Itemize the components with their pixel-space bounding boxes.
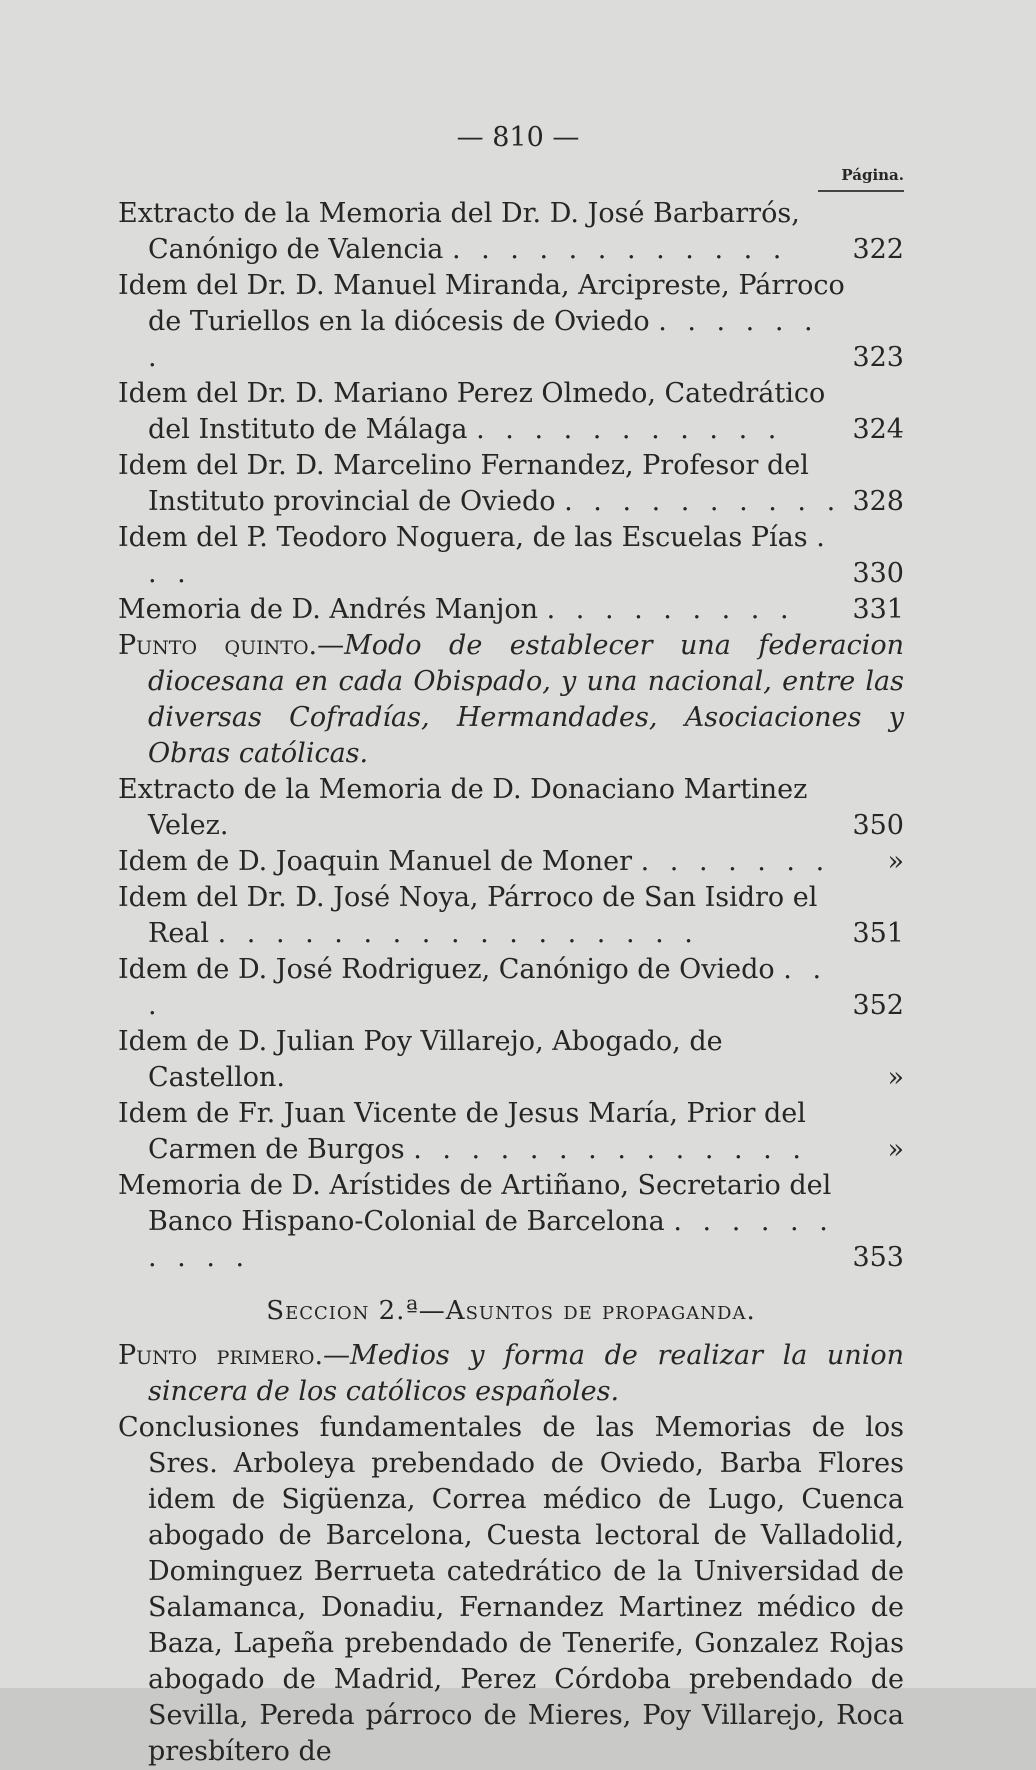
entry-body	[118, 448, 846, 520]
punto-primero-title: —Medios y forma de realizar la union sincera de los católicos españoles.	[148, 1340, 904, 1407]
entry-page: 328	[852, 486, 904, 517]
index-entry	[118, 1096, 904, 1168]
entry-leader: . . .	[148, 522, 831, 589]
pagina-column-label: Página.	[841, 166, 904, 184]
entry-body	[118, 1096, 846, 1168]
index-entry	[118, 376, 904, 448]
index-entries	[118, 196, 904, 1770]
entry-leader: . . . . . . . . . . . . . .	[413, 1134, 807, 1165]
entries-part-1	[118, 196, 904, 628]
entry-leader: . . . . . . .	[148, 306, 819, 373]
page-number: — 810 —	[456, 122, 580, 153]
entry-leader: . . . . . . . . . . . .	[451, 234, 788, 265]
entry-page: »	[887, 1062, 904, 1093]
entry-leader: . . . . . . . . . . . . . . . . .	[217, 918, 699, 949]
entry-page: 323	[852, 342, 904, 373]
entry-body	[118, 772, 846, 844]
entries-part-2	[118, 772, 904, 1276]
entry-text: Idem de D. Joaquin Manuel de Moner	[118, 846, 633, 877]
entry-page: 324	[852, 414, 904, 445]
entry-leader: . . . . . . . . . .	[564, 486, 842, 517]
entry-body	[118, 592, 846, 628]
entry-page: 330	[852, 558, 904, 589]
entry-text: Idem del P. Teodoro Noguera, de las Escuelas Pías	[118, 522, 808, 553]
index-entry	[118, 448, 904, 520]
entry-page: 352	[852, 990, 904, 1021]
punto-primero-heading	[118, 1338, 904, 1410]
entry-body	[118, 268, 846, 376]
index-entry	[118, 196, 904, 268]
entry-leader: . . . . . . . . .	[546, 594, 795, 625]
index-entry	[118, 268, 904, 376]
entry-page: 351	[852, 918, 904, 949]
entry-text: Memoria de D. Andrés Manjon	[118, 594, 539, 625]
entry-page: 331	[852, 594, 904, 625]
entry-text: Extracto de la Memoria de D. Donaciano Martinez Velez.	[118, 774, 808, 841]
punto-quinto-label: Punto quinto.	[118, 630, 318, 661]
entry-text: Idem del Dr. D. Manuel Miranda, Arcipreste, Párroco de Turiellos en la diócesis de Oviedo	[118, 270, 845, 337]
entry-page: 353	[852, 1242, 904, 1273]
entry-body	[118, 1024, 846, 1096]
index-entry	[118, 952, 904, 1024]
entry-body	[118, 1168, 846, 1276]
entry-leader: . . . . . . . . . . .	[476, 414, 783, 445]
punto-quinto-heading	[118, 628, 904, 772]
index-entry	[118, 772, 904, 844]
index-entry	[118, 1024, 904, 1096]
entry-body	[118, 376, 846, 448]
punto-quinto-title: —Modo de establecer una federacion diocesana en cada Obispado, y una nacional, entre las diversas Cofradías, Hermandades, Asociaciones y Obras católicas.	[148, 630, 904, 769]
entry-text: Idem del Dr. D. Mariano Perez Olmedo, Catedrático del Instituto de Málaga	[118, 378, 826, 445]
entry-body	[118, 952, 846, 1024]
entry-text: Memoria de D. Arístides de Artiñano, Secretario del Banco Hispano-Colonial de Barcelona	[118, 1170, 832, 1237]
entry-leader: . . .	[148, 954, 828, 1021]
entry-body	[118, 520, 846, 592]
section-2-title: Seccion 2.ª—Asuntos de propaganda.	[266, 1296, 756, 1326]
conclusiones-paragraph: Conclusiones fundamentales de las Memorias de los Sres. Arboleya prebendado de Oviedo, Barba Flores idem de Sigüenza, Correa médico de Lugo, Cuenca abogado de Barcelona, Cuesta lectoral de Valladolid, Dominguez Berrueta catedrático de la Universidad de Salamanca, Donadiu, Fernandez Martinez médico de Baza, Lapeña prebendado de Tenerife, Gonzalez Rojas abogado de Madrid, Perez Córdoba prebendado de Sevilla, Pereda párroco de Mieres, Poy Villarejo, Roca presbítero de	[118, 1412, 904, 1767]
pagina-rule	[818, 190, 904, 192]
entry-text: Idem de D. Julian Poy Villarejo, Abogado, de Castellon.	[118, 1026, 723, 1093]
punto-primero-label: Punto primero.	[118, 1340, 324, 1371]
entry-page: 350	[852, 810, 904, 841]
entry-text: Idem de D. José Rodriguez, Canónigo de Oviedo	[118, 954, 775, 985]
index-entry	[118, 880, 904, 952]
entry-page: 322	[852, 234, 904, 265]
entry-text: Idem del Dr. D. José Noya, Párroco de San Isidro el Real	[118, 882, 818, 949]
index-entry	[118, 844, 904, 880]
entry-text: Idem del Dr. D. Marcelino Fernandez, Profesor del Instituto provincial de Oviedo	[118, 450, 809, 517]
entry-leader: . . . . . . . . . .	[148, 1206, 834, 1273]
entry-body	[118, 196, 846, 268]
index-entry	[118, 592, 904, 628]
entry-page: »	[887, 846, 904, 877]
entry-page: »	[887, 1134, 904, 1165]
entry-text: Extracto de la Memoria del Dr. D. José Barbarrós, Canónigo de Valencia	[118, 198, 800, 265]
entry-body	[118, 844, 846, 880]
entry-text: Idem de Fr. Juan Vicente de Jesus María, Prior del Carmen de Burgos	[118, 1098, 806, 1165]
entry-body	[118, 880, 846, 952]
index-entry	[118, 1168, 904, 1276]
entry-leader: . . . . . . .	[640, 846, 831, 877]
index-entry	[118, 520, 904, 592]
